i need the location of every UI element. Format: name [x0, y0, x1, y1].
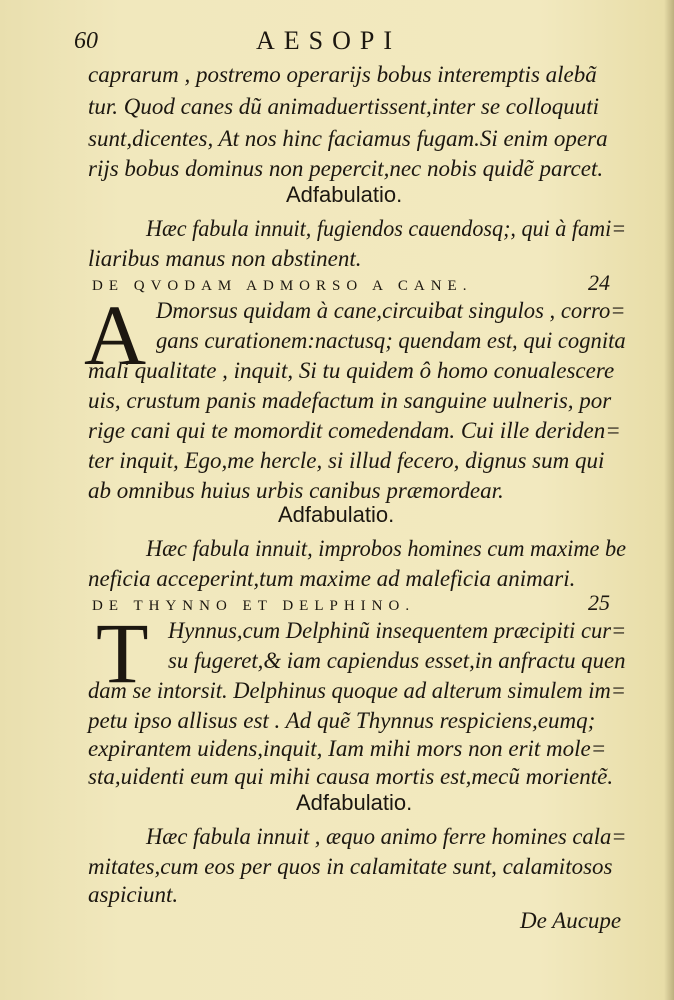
text-line: sunt,dicentes, At nos hinc faciamus fugam.Si enim opera: [88, 126, 608, 151]
moral-line: neficia acceperint,tum maxime ad maleficia animari.: [88, 566, 576, 591]
text-line: mali qualitate , inquit, Si tu quidem ô homo conualescere: [88, 358, 615, 383]
page-header: [0, 24, 674, 56]
moral-line: Hæc fabula innuit, fugiendos cauendosq;, qui à fami=: [146, 216, 627, 241]
fable-number: 24: [588, 270, 610, 295]
text-line: dam se intorsit. Delphinus quoque ad alterum simulem im=: [88, 678, 626, 703]
page-edge-shadow: [664, 0, 674, 1000]
catchword: De Aucupe: [520, 908, 622, 933]
drop-capital: T: [96, 605, 149, 701]
text-line: tur. Quod canes dũ animaduertissent,inter se colloquuti: [88, 94, 600, 119]
text-line: gans curationem:nactusq; quendam est, qui cognita: [156, 328, 626, 353]
text-line: su fugeret,& iam capiendus esset,in anfractu quen: [168, 648, 626, 673]
text-line: rijs bobus dominus non pepercit,nec nobis quidẽ parcet.: [88, 156, 604, 181]
moral-line: liaribus manus non abstinent.: [88, 246, 362, 271]
text-line: caprarum , postremo operarijs bobus interemptis alebã: [88, 62, 597, 87]
text-line: ab omnibus huius urbis canibus præmordear.: [88, 478, 504, 503]
moral-line: Hæc fabula innuit, improbos homines cum maxime be: [146, 536, 627, 561]
moral-line: Hæc fabula innuit , æquo animo ferre homines cala=: [146, 824, 627, 849]
text-line: rige cani qui te momordit comedendam. Cui ille deriden=: [88, 418, 621, 443]
text-line: petu ipso allisus est . Ad quẽ Thynnus respiciens,eumq;: [88, 708, 596, 733]
adfabulatio-heading: Adfabulatio.: [296, 790, 413, 815]
moral-line: mitates,cum eos per quos in calamitate sunt, calamitosos: [88, 854, 613, 879]
fable-title: DE QVODAM ADMORSO A CANE.: [92, 278, 473, 294]
text-line: expirantem uidens,inquit, Iam mihi mors non erit mole=: [88, 736, 607, 761]
page-number: 60: [74, 28, 98, 54]
text-line: uis, crustum panis madefactum in sanguine uulneris, por: [88, 388, 612, 413]
fable-number: 25: [588, 590, 610, 615]
moral-line: aspiciunt.: [88, 882, 179, 907]
text-line: sta,uidenti eum qui mihi causa mortis est,mecũ morientẽ.: [88, 764, 614, 789]
text-line: ter inquit, Ego,me hercle, si illud fecero, dignus sum qui: [88, 448, 605, 473]
adfabulatio-heading: Adfabulatio.: [286, 182, 403, 207]
text-line: Hynnus,cum Delphinũ insequentem præcipiti cur=: [168, 618, 627, 643]
text-line: Dmorsus quidam à cane,circuibat singulos , corro=: [156, 298, 626, 323]
drop-capital: A: [84, 287, 147, 383]
running-head: AESOPI: [256, 26, 402, 55]
fable-title: DE THYNNO ET DELPHINO.: [92, 598, 416, 614]
adfabulatio-heading: Adfabulatio.: [278, 502, 395, 527]
